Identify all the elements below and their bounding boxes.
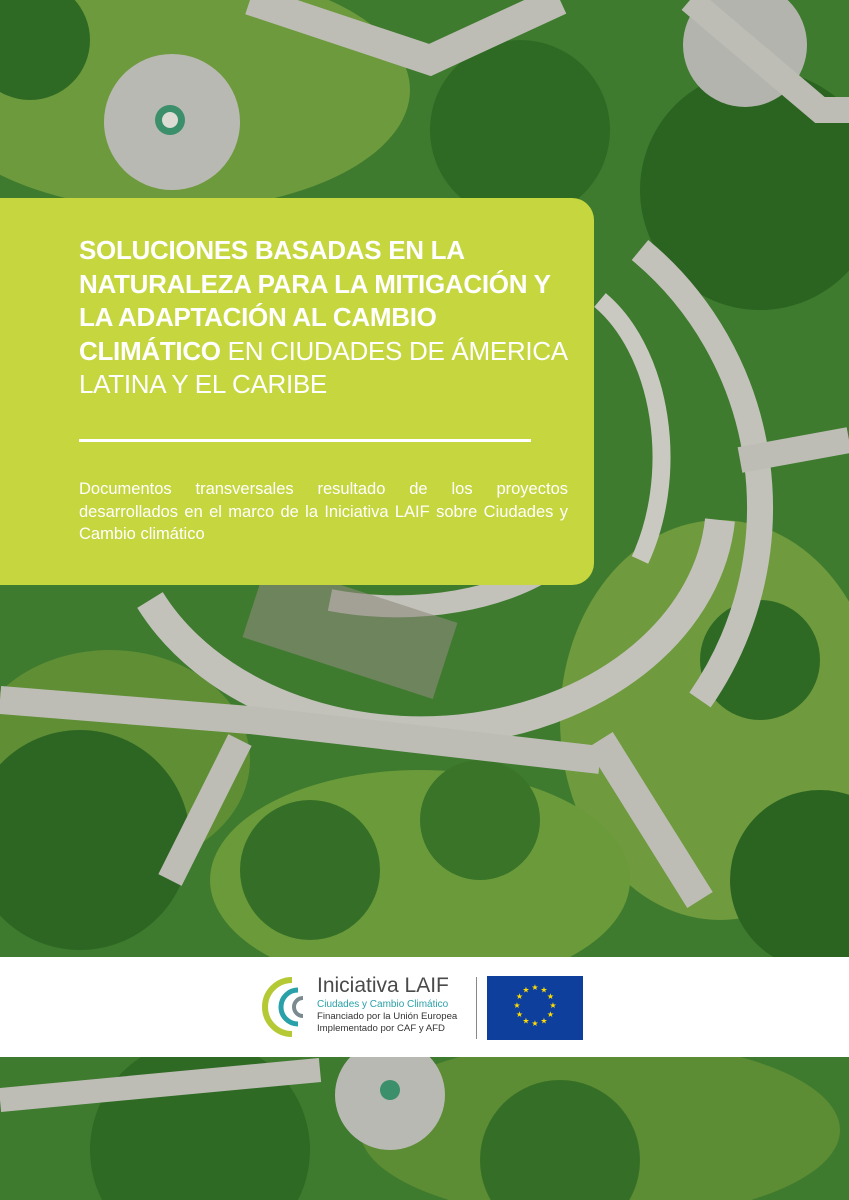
logo-divider bbox=[476, 977, 477, 1039]
svg-text:★: ★ bbox=[522, 985, 530, 995]
title-bold: SOLUCIONES BASADAS EN LA NATURALEZA PARA LA MITIGACIÓN Y LA ADAPTACIÓN AL CAMBIO CLIMÁTICO bbox=[79, 235, 551, 366]
laif-logo-icon bbox=[262, 976, 314, 1038]
laif-text-block bbox=[317, 975, 482, 1035]
title-card bbox=[0, 198, 594, 585]
cover-subtitle: Documentos transversales resultado de los proyectos desarrollados en el marco de la Iniciativa LAIF sobre Ciudades y Cambio climático bbox=[79, 480, 568, 543]
svg-text:★: ★ bbox=[531, 983, 539, 992]
svg-text:★: ★ bbox=[546, 1010, 555, 1019]
implemented-by-text: Implementado por CAF y AFD bbox=[317, 1023, 445, 1034]
logo-band bbox=[0, 957, 849, 1057]
svg-text:★: ★ bbox=[515, 992, 524, 1001]
svg-text:★: ★ bbox=[546, 992, 555, 1001]
title-light: EN CIUDADES DE ÁMERICA LATINA Y EL CARIBE bbox=[79, 335, 567, 399]
svg-text:★: ★ bbox=[522, 1016, 530, 1026]
svg-text:★: ★ bbox=[540, 1016, 548, 1026]
title-divider bbox=[79, 439, 531, 442]
eu-flag-icon bbox=[487, 976, 583, 1040]
funded-by-text: Financiado por la Unión Europea bbox=[317, 1011, 458, 1022]
svg-text:★: ★ bbox=[549, 1001, 557, 1010]
cover-title bbox=[79, 234, 568, 402]
svg-text:★: ★ bbox=[531, 1019, 539, 1028]
laif-name: Iniciativa LAIF bbox=[317, 974, 449, 997]
svg-text:★: ★ bbox=[540, 985, 548, 995]
svg-text:★: ★ bbox=[515, 1010, 524, 1019]
laif-subtitle: Ciudades y Cambio Climático bbox=[317, 999, 449, 1010]
svg-text:★: ★ bbox=[513, 1001, 521, 1010]
